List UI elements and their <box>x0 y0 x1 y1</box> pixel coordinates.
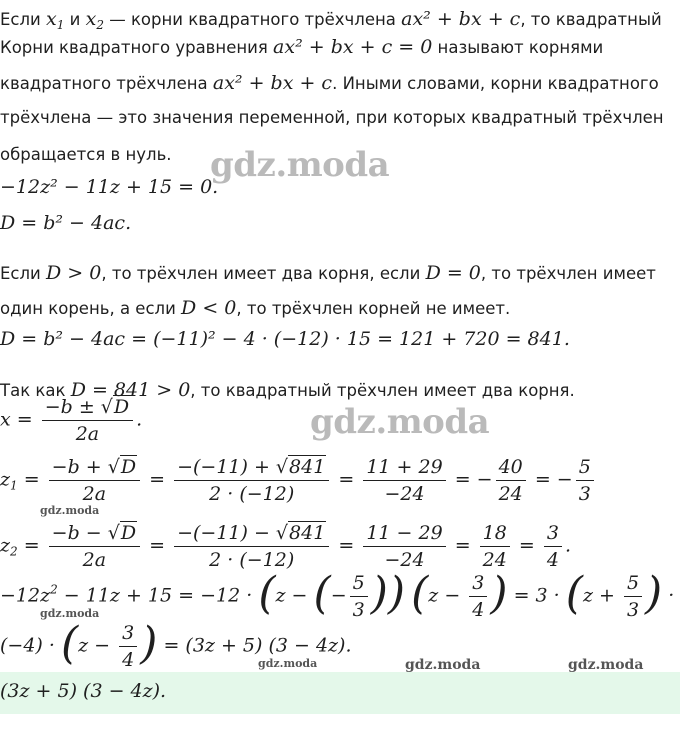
watermark-medium-1: gdz.moda <box>405 657 481 673</box>
text-and: и <box>64 10 86 29</box>
text-then: , то квадратный <box>520 10 662 29</box>
text-roots-eq: Корни квадратного уравнения <box>0 38 274 57</box>
equation-factorization-1: $-12z^2 - 11z + 15 = -12 \cdot (z$ − (− $\frac{5}{3}$ )) (z − $\frac{3}{4}$ ) = 3 · (z + $\frac{5}{3}$ ) · <box>0 567 675 621</box>
math-x2: $x_2$ <box>85 8 104 32</box>
math-trinomial-1: ax² + bx + c <box>401 8 521 30</box>
answer-text: (3z + 5) (3 − 4z). <box>0 680 167 702</box>
text-called-roots: называют корнями <box>432 38 604 57</box>
watermark-small-1: gdz.moda <box>40 504 100 517</box>
watermark-logo-1: gdz.moda <box>210 145 390 185</box>
paragraph-line-8 <box>0 262 656 284</box>
equation-discriminant-value: D = b² − 4ac = (−11)² − 4 · (−12) · 15 = 121 + 720 = 841. <box>0 328 570 350</box>
equation-original: −12z² − 11z + 15 = 0. <box>0 176 219 198</box>
text-if-2: Если <box>0 264 47 283</box>
equation-discriminant-formula: D = b² − 4ac. <box>0 212 132 234</box>
equation-root-formula: x = $\frac{-b \pm √D}{2a}$ . <box>0 396 143 445</box>
equation-factorization-2: (−4) · (z − $\frac{3}{4}$ ) = (3z + 5) (3 − 4z). <box>0 617 352 671</box>
text-in-other-words: . Иными словами, корни квадратного <box>332 74 659 93</box>
watermark-medium-2: gdz.moda <box>568 657 644 673</box>
paragraph-line-9 <box>0 297 510 319</box>
paragraph-line-2 <box>0 36 603 58</box>
math-d-positive: D > 0 <box>46 262 102 284</box>
math-d-841: D = 841 > 0 <box>70 379 191 401</box>
math-equation: ax² + bx + c = 0 <box>273 36 433 58</box>
math-trinomial-2: ax² + bx + c <box>212 72 333 94</box>
text-roots-of: — корни квадратного трёхчлена <box>103 10 402 29</box>
paragraph-line-3 <box>0 72 659 94</box>
equation-z1: $z_1$ = $\frac{-b + √D}{2a}$ = $\frac{-(-11) + √841}{2 \cdot (-12)}$ = $\frac{11 + 29}{-24}$ = − $\frac{40}{24}$ = − $\frac{5}{3}$ <box>0 456 597 505</box>
math-d-zero: D = 0 <box>425 262 481 284</box>
text-no-roots: , то трёхчлен корней не имеет. <box>236 299 511 318</box>
watermark-small-3: gdz.moda <box>258 657 318 670</box>
text-two-roots-conclusion: , то квадратный трёхчлен имеет два корня. <box>190 381 575 400</box>
watermark-small-2: gdz.moda <box>40 607 100 620</box>
text-since: Так как <box>0 381 71 400</box>
watermark-logo-2: gdz.moda <box>310 402 490 442</box>
math-d-negative: D < 0 <box>181 297 237 319</box>
math-x1: $x_1$ <box>46 8 65 32</box>
paragraph-line-4: трёхчлена — это значения переменной, при которых квадратный трёхчлен <box>0 108 664 127</box>
equation-z2: $z_2$ = $\frac{-b - √D}{2a}$ = $\frac{-(-11) - √841}{2 \cdot (-12)}$ = $\frac{11 - 29}{-24}$ = $\frac{18}{24}$ = $\frac{3}{4}$ . <box>0 522 571 571</box>
text-has: , то трёхчлен имеет <box>480 264 656 283</box>
text-two-roots: , то трёхчлен имеет два корня, если <box>101 264 426 283</box>
text-if: Если <box>0 10 47 29</box>
paragraph-line-1 <box>0 8 662 30</box>
text-one-root: один корень, а если <box>0 299 182 318</box>
text-square-trinomial: квадратного трёхчлена <box>0 74 213 93</box>
paragraph-line-5: обращается в нуль. <box>0 145 172 164</box>
